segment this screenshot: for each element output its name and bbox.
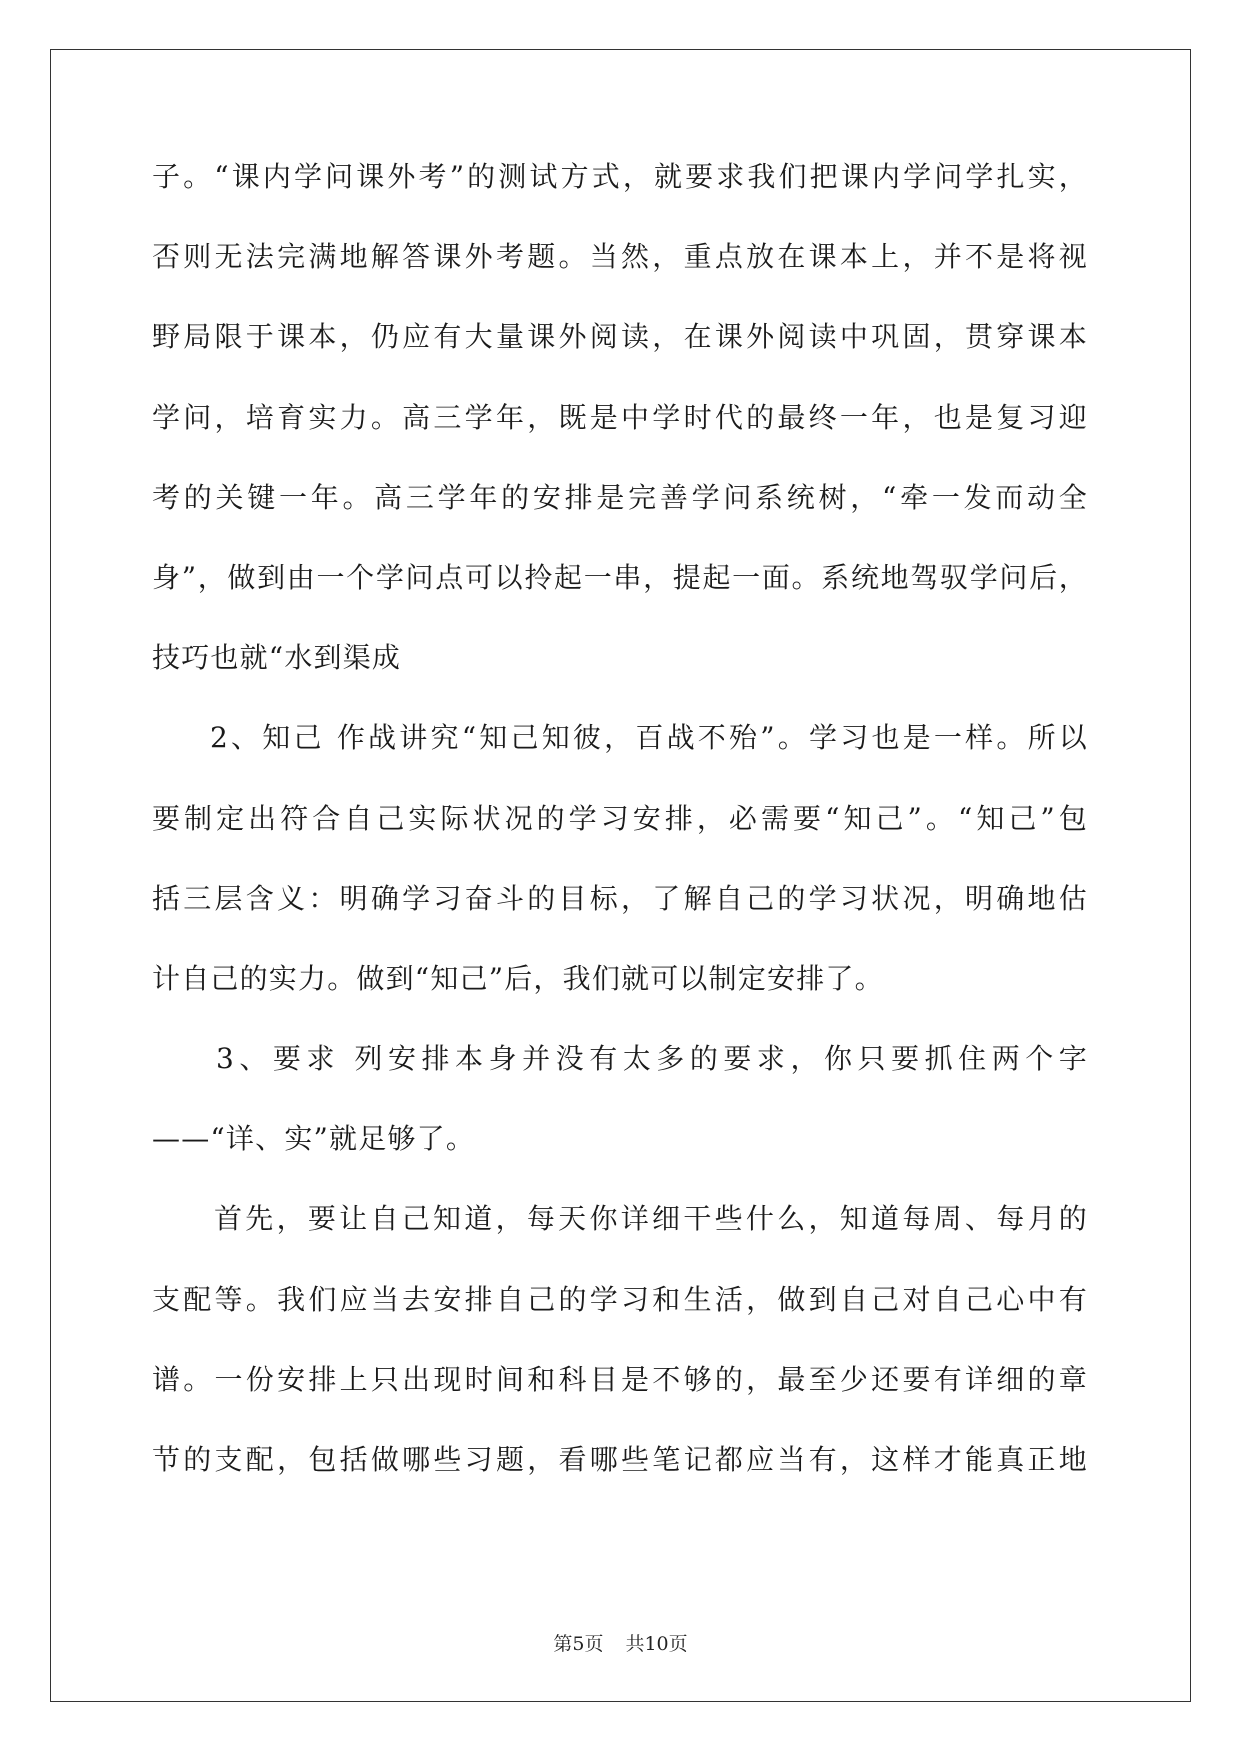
text-line: 学问，培育实力。高三学年，既是中学时代的最终一年，也是复习迎 (152, 400, 1088, 434)
text-line: 考的关键一年。高三学年的安排是完善学问系统树，“牵一发而动全 (152, 480, 1088, 514)
page-footer (0, 1632, 1241, 1656)
text-line: 支配等。我们应当去安排自己的学习和生活，做到自己对自己心中有 (152, 1282, 1088, 1316)
text-line: 括三层含义：明确学习奋斗的目标，了解自己的学习状况，明确地估 (152, 881, 1088, 915)
paragraph-first-line: 首先，要让自己知道，每天你详细干些什么，知道每周、每月的 (214, 1202, 1088, 1236)
text-line: 谱。一份安排上只出现时间和科目是不够的，最至少还要有详细的章 (152, 1362, 1088, 1396)
page-total: 共10页 (625, 1633, 688, 1655)
text-line: 计自己的实力。做到“知己”后，我们就可以制定安排了。 (152, 961, 884, 995)
text-line: 身”，做到由一个学问点可以拎起一串，提起一面。系统地驾驭学问后， (152, 560, 1088, 594)
text-line: 节的支配，包括做哪些习题，看哪些笔记都应当有，这样才能真正地 (152, 1443, 1088, 1476)
text-line: 否则无法完满地解答课外考题。当然，重点放在课本上，并不是将视 (152, 240, 1088, 274)
text-line: 野局限于课本，仍应有大量课外阅读，在课外阅读中巩固，贯穿课本 (152, 320, 1088, 354)
section-heading-line: 2、知己 作战讲究“知己知彼，百战不殆”。学习也是一样。所以 (210, 721, 1088, 755)
text-line: ——“详、实”就足够了。 (152, 1122, 476, 1156)
section-heading-line: 3、要求 列安排本身并没有太多的要求，你只要抓住两个字 (216, 1042, 1088, 1076)
text-line: 要制定出符合自己实际状况的学习安排，必需要“知己”。“知己”包 (152, 801, 1088, 835)
page-number: 第5页 (553, 1633, 604, 1655)
text-line: 子。“课内学问课外考”的测试方式，就要求我们把课内学问学扎实， (152, 160, 1088, 193)
text-line: 技巧也就“水到渠成 (152, 641, 402, 675)
document-body (152, 155, 1088, 1518)
